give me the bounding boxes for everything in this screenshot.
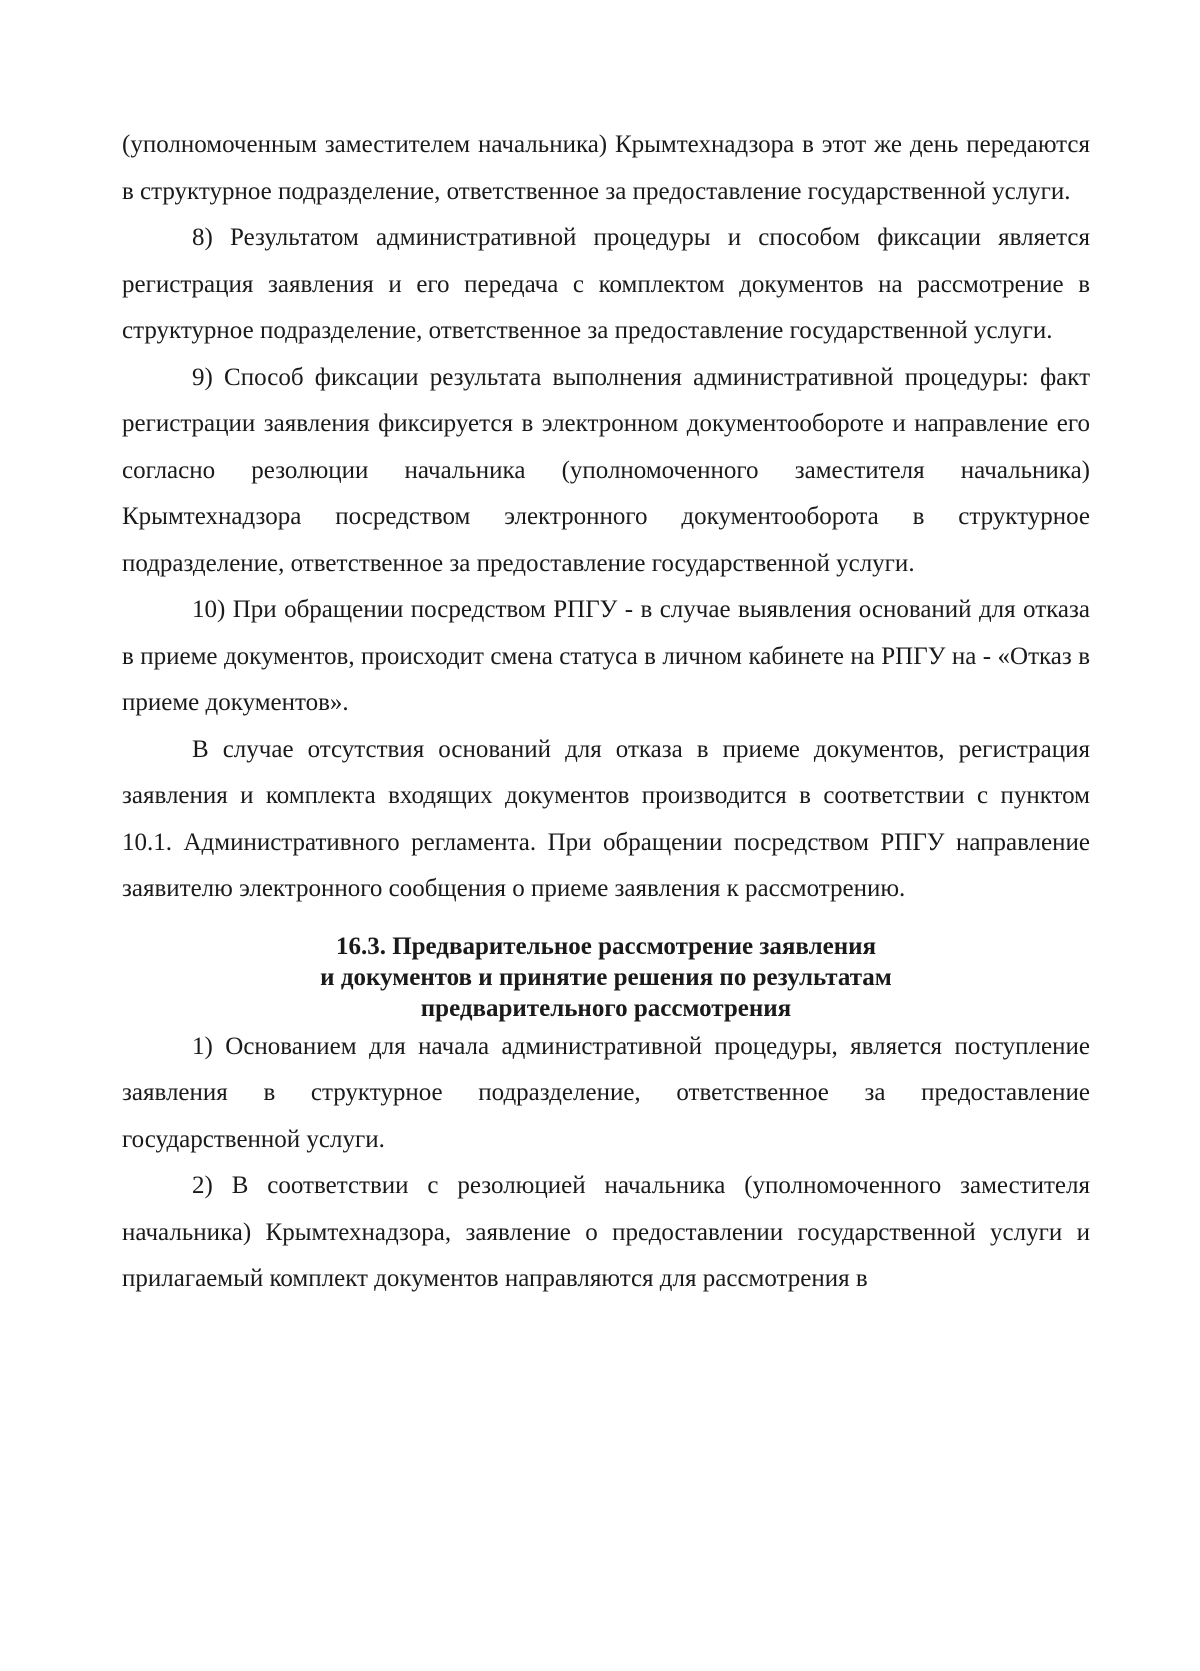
section-heading (122, 931, 1090, 1024)
document-body (122, 122, 1090, 1303)
section-heading-line-2: и документов и принятие решения по результатам (320, 963, 892, 991)
section-heading-line-3: предварительного рассмотрения (420, 994, 792, 1022)
paragraph-item-9: 9) Способ фиксации результата выполнения административной процедуры: факт регистрации заявления фиксируется в электронном документообороте и направление его согласно резолюции начальника (уполномоченного заместителя начальника) Крымтехнадзора посредством электронного документооборота в структурное подразделение, ответственное за предоставление государственной услуги. (122, 363, 1090, 577)
section-heading-line-1: 16.3. Предварительное рассмотрение заявления (335, 932, 877, 960)
paragraph-continuation: (уполномоченным заместителем начальника) Крымтехнадзора в этот же день передаются в структурное подразделение, ответственное за предоставление государственной услуги. (122, 131, 1090, 205)
paragraph-no-grounds: В случае отсутствия оснований для отказа в приеме документов, регистрация заявления и комплекта входящих документов производится в соответствии с пунктом 10.1. Административного регламента. При обращении посредством РПГУ направление заявителю электронного сообщения о приеме заявления к рассмотрению. (122, 735, 1090, 902)
paragraph-item-2: 2) В соответствии с резолюцией начальника (уполномоченного заместителя начальника) Крымтехнадзора, заявление о предоставлении государственной услуги и прилагаемый комплект документов направляются для рассмотрения в (122, 1172, 1090, 1292)
paragraph-item-10: 10) При обращении посредством РПГУ - в случае выявления оснований для отказа в приеме документов, происходит смена статуса в личном кабинете на РПГУ на - «Отказ в приеме документов». (122, 596, 1090, 716)
paragraph-item-1: 1) Основанием для начала административной процедуры, является поступление заявления в структурное подразделение, ответственное за предоставление государственной услуги. (122, 1032, 1090, 1153)
paragraph-item-8: 8) Результатом административной процедуры и способом фиксации является регистрация заявления и его передача с комплектом документов на рассмотрение в структурное подразделение, ответственное за предоставление государственной услуги. (122, 224, 1090, 344)
